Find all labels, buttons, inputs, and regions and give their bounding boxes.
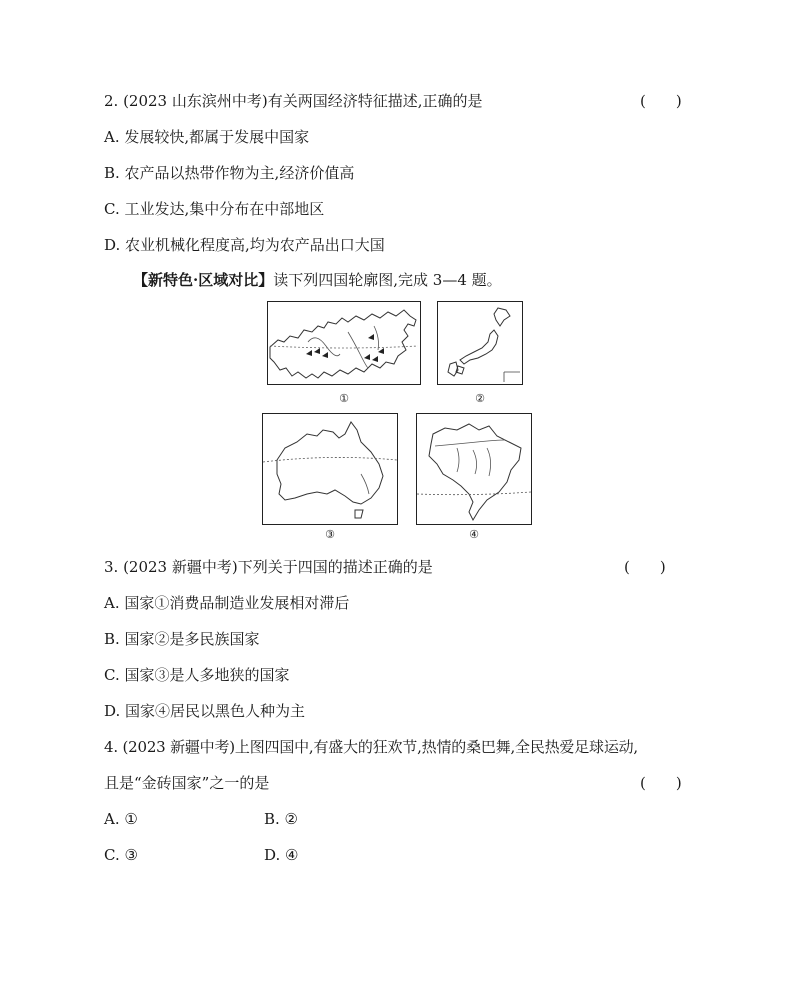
section-heading bbox=[133, 270, 502, 290]
question-3-option-d: D. 国家④居民以黑色人种为主 bbox=[104, 702, 306, 720]
question-4-option-b: B. ② bbox=[264, 810, 299, 828]
question-3-option-b: B. 国家②是多民族国家 bbox=[104, 630, 260, 648]
map-brazil-outline bbox=[416, 413, 532, 525]
map-label-1: ① bbox=[339, 392, 349, 405]
question-2-option-d: D. 农业机械化程度高,均为农产品出口大国 bbox=[104, 236, 385, 254]
question-3-stem: 3. (2023 新疆中考)下列关于四国的描述正确的是 bbox=[104, 558, 433, 576]
question-4-option-d: D. ④ bbox=[264, 846, 299, 864]
question-2-answer-bracket: ( ) bbox=[640, 92, 682, 110]
map-label-3: ③ bbox=[325, 528, 335, 541]
question-3-option-c: C. 国家③是人多地狭的国家 bbox=[104, 666, 290, 684]
question-3-option-a: A. 国家①消费品制造业发展相对滞后 bbox=[104, 594, 350, 612]
brazil-outline-svg bbox=[417, 414, 531, 524]
japan-outline-svg bbox=[438, 302, 522, 384]
question-2-option-a: A. 发展较快,都属于发展中国家 bbox=[104, 128, 310, 146]
question-2-option-c: C. 工业发达,集中分布在中部地区 bbox=[104, 200, 325, 218]
map-label-4: ④ bbox=[469, 528, 479, 541]
question-2-stem: 2. (2023 山东滨州中考)有关两国经济特征描述,正确的是 bbox=[104, 92, 483, 110]
map-australia-outline bbox=[262, 413, 398, 525]
section-instruction: 读下列四国轮廓图,完成 3—4 题。 bbox=[273, 271, 502, 289]
map-japan-outline bbox=[437, 301, 523, 385]
australia-outline-svg bbox=[263, 414, 397, 524]
map-label-2: ② bbox=[475, 392, 485, 405]
question-4-stem-line-2: 且是“金砖国家”之一的是 bbox=[104, 774, 270, 792]
section-tag: 【新特色·区域对比】 bbox=[133, 271, 274, 289]
map-russia-outline bbox=[267, 301, 421, 385]
question-4-option-a: A. ① bbox=[104, 810, 138, 828]
question-2-option-b: B. 农产品以热带作物为主,经济价值高 bbox=[104, 164, 355, 182]
question-4-answer-bracket: ( ) bbox=[640, 774, 682, 792]
question-4-option-c: C. ③ bbox=[104, 846, 138, 864]
question-4-stem-line-1: 4. (2023 新疆中考)上图四国中,有盛大的狂欢节,热情的桑巴舞,全民热爱足球运动, bbox=[104, 738, 639, 756]
russia-outline-svg bbox=[268, 302, 420, 384]
question-3-answer-bracket: ( ) bbox=[624, 558, 666, 576]
